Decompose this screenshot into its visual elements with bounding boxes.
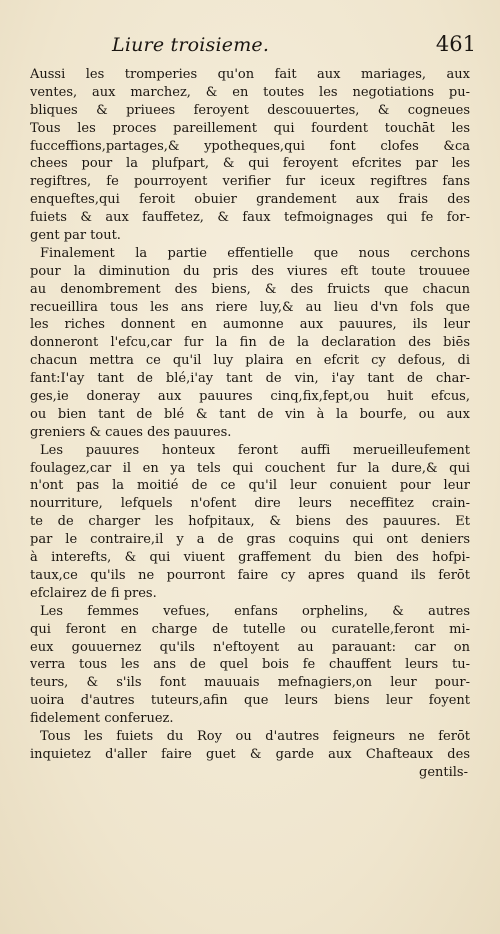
text-line: greniers & caues des pauures. [30, 424, 232, 440]
text-line: recueillira tous les ans riere luy,& au lieu d'vn fols que [30, 299, 470, 315]
text-line: Aussi les tromperies qu'on fait aux mariages, aux [30, 67, 470, 82]
text-line: par le contraire,il y a de gras coquins qui ont deniers [30, 532, 470, 548]
text-line: regiftres, fe pourroyent verifier fur iceux regiftres fans [30, 174, 470, 190]
text-line: Finalement la partie effentielle que nous cerchons [40, 245, 470, 261]
text-line: Tous les proces pareillement qui fourdent touchāt les [30, 120, 470, 136]
text-line: fant:I'ay tant de blé,i'ay tant de vin, i'ay tant de char- [30, 371, 470, 387]
paragraph-3 [30, 442, 470, 603]
paragraph-1 [30, 66, 470, 245]
text-line: ges,ie doneray aux pauures cinq,fix,fept,ou huit efcus, [30, 389, 470, 405]
text-line: pour la diminution du pris des viures eft toute trouuee [30, 263, 470, 279]
text-line: Les femmes vefues, enfans orphelins, & autres [40, 603, 470, 619]
page-header [40, 34, 478, 62]
text-line: Tous les fuiets du Roy ou d'autres feigneurs ne ferōt [40, 728, 470, 744]
text-line: n'ont pas la moitié de ce qu'il leur conuient pour leur [30, 478, 470, 494]
text-line: les riches donnent en aumonne aux pauures, ils leur [30, 317, 470, 333]
text-line: eux gouuernez qu'ils n'eftoyent au parauant: car on [30, 639, 470, 655]
text-line: gent par tout. [30, 228, 121, 244]
text-line: efclairez de fi pres. [30, 585, 157, 601]
text-line: inquietez d'aller faire guet & garde aux Chafteaux des [30, 746, 470, 762]
text-line: chees pour la plufpart, & qui feroyent efcrites par les [30, 156, 470, 172]
text-line: enqueftes,qui feroit obuier grandement aux frais des [30, 192, 470, 208]
text-line: qui feront en charge de tutelle ou curatelle,feront mi- [30, 621, 470, 637]
text-line: foulagez,car il en ya tels qui couchent fur la dure,& qui [30, 460, 470, 476]
text-line: bliques & priuees feroyent descouuertes, & cogneues [30, 102, 470, 118]
text-line: ou bien tant de blé & tant de vin à la bourfe, ou aux [30, 406, 470, 422]
text-line: nourriture, lefquels n'ofent dire leurs neceffitez crain- [30, 496, 470, 512]
text-line: uoira d'autres tuteurs,afin que leurs biens leur foyent [30, 693, 470, 709]
text-line: fuiets & aux fauffetez, & faux tefmoignages qui fe for- [30, 210, 470, 226]
paragraph-5 [30, 728, 470, 764]
text-line: fucceffions,partages,& ypotheques,qui font clofes &ca [30, 138, 470, 154]
text-line: verra tous les ans de quel bois fe chauffent leurs tu- [30, 657, 470, 673]
text-line: ventes, aux marchez, & en toutes les negotiations pu- [30, 84, 470, 100]
text-line: Les pauures honteux feront auffi merueilleufement [40, 442, 470, 458]
page-number: 461 [435, 32, 476, 56]
text-line: chacun mettra ce qu'il luy plaira en efcrit cy defous, di [30, 353, 470, 369]
catchword: gentils- [419, 764, 468, 780]
text-line: donneront l'efcu,car fur la fin de la declaration des biēs [30, 335, 470, 351]
text-line: teurs, & s'ils font mauuais mefnagiers,on leur pour- [30, 675, 470, 691]
paragraph-2 [30, 245, 470, 442]
body-text [30, 66, 470, 782]
text-line: au denombrement des biens, & des fruicts que chacun [30, 281, 470, 297]
text-line: te de charger les hofpitaux, & biens des pauures. Et [30, 514, 470, 530]
text-line: à interefts, & qui viuent graffement du bien des hofpi- [30, 550, 470, 566]
running-title: Liure troisieme. [112, 34, 270, 56]
text-line: fidelement conferuez. [30, 711, 174, 727]
text-line: taux,ce qu'ils ne pourront faire cy apres quand ils ferōt [30, 567, 470, 583]
paragraph-4 [30, 603, 470, 728]
